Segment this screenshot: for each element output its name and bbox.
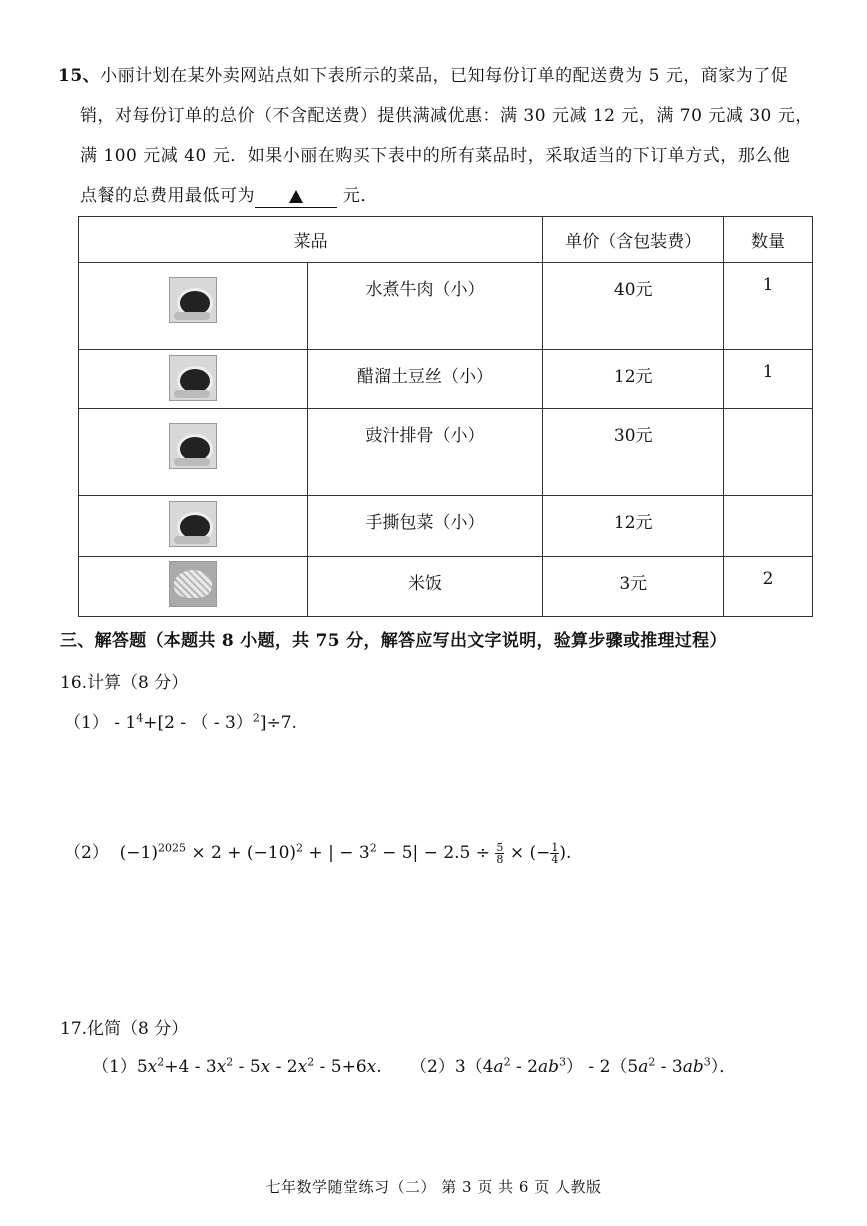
dish-image-cell (79, 557, 308, 617)
dish-qty (724, 409, 812, 421)
math-expression: $5x^2+4 - 3x^2 - 5x - 2x^2 - 5+6x$. (136, 1055, 382, 1077)
question-17-part-2 (410, 1052, 736, 1077)
dish-bowl-icon (169, 423, 217, 469)
math-expression: $(-1)^{2025} \times 2 + (-10)^2$ + | − $3^2 - 5| - 2.5$ ÷ $\frac{5}{8}$ × (− $\frac{1}{4}$ ). (114, 841, 572, 866)
q15-line-1: 小丽计划在某外卖网站点如下表所示的菜品，已知每份订单的配送费为 5 元，商家为了促 (100, 66, 789, 86)
dish-bowl-icon (169, 501, 217, 547)
question-17-title: 17.化简（8 分） (60, 1019, 189, 1039)
part-label: （2） (410, 1057, 455, 1077)
math-expression: $3(4a^2 - 2ab^3) - 2(5a^2 - 3ab^3)$． (454, 1055, 737, 1077)
dish-name: 米饭 (408, 574, 443, 594)
rice-icon (169, 561, 217, 607)
dish-image-cell (79, 496, 308, 557)
menu-table (78, 216, 813, 617)
table-row (79, 557, 813, 617)
dish-price: 3元 (619, 574, 648, 594)
table-row (79, 409, 813, 496)
part-label: （1） (92, 1057, 137, 1077)
dish-qty (724, 496, 812, 508)
header-dish: 菜品 (79, 217, 543, 263)
question-16-part-1 (64, 708, 297, 733)
question-15 (58, 56, 818, 216)
table-row (79, 263, 813, 350)
dish-name: 水煮牛肉（小） (365, 280, 485, 300)
dish-bowl-icon (169, 277, 217, 323)
part-label: （1） (64, 713, 109, 733)
dish-qty: 1 (762, 362, 774, 382)
dish-price: 12元 (613, 513, 653, 533)
question-number: 15、 (58, 66, 101, 86)
q15-line-4 (58, 176, 818, 216)
table-header-row (79, 217, 813, 263)
triangle-icon (289, 190, 303, 203)
table-row (79, 350, 813, 409)
dish-qty: 1 (762, 275, 774, 295)
dish-image-cell (79, 350, 308, 409)
dish-price: 30元 (613, 426, 653, 446)
dish-name: 豉汁排骨（小） (365, 426, 485, 446)
dish-image-cell (79, 263, 308, 350)
dish-bowl-icon (169, 355, 217, 401)
page-footer: 七年数学随堂练习（二） 第 3 页 共 6 页 人教版 (265, 1178, 602, 1196)
q15-line-3: 满 100 元减 40 元．如果小丽在购买下表中的所有菜品时，采取适当的下订单方式，那么他 (80, 146, 791, 166)
question-16-part-2 (64, 838, 571, 865)
table-row (79, 496, 813, 557)
q15-line-4-suffix: 元． (342, 186, 378, 206)
question-17-part-1 (92, 1052, 382, 1077)
header-qty: 数量 (724, 217, 813, 263)
dish-price: 12元 (613, 367, 653, 387)
part-label: （2） (64, 843, 109, 863)
answer-blank (255, 185, 337, 208)
question-16-title: 16.计算（8 分） (60, 673, 189, 693)
dish-price: 40元 (613, 280, 653, 300)
q15-line-4-prefix: 点餐的总费用最低可为 (80, 186, 255, 206)
header-price: 单价（含包装费） (543, 217, 724, 263)
dish-name: 醋溜土豆丝（小） (357, 367, 494, 387)
math-expression: - $1^4+[2$ - （ - 3）$^2$]÷7. (114, 711, 297, 733)
dish-image-cell (79, 409, 308, 496)
q15-line-2: 销，对每份订单的总价（不含配送费）提供满减优惠：满 30 元减 12 元，满 70 元减 30 元， (80, 106, 813, 126)
section-3-heading: 三、解答题（本题共 8 小题，共 75 分，解答应写出文字说明，验算步骤或推理过程） (60, 631, 727, 651)
dish-name: 手撕包菜（小） (365, 513, 485, 533)
dish-qty: 2 (762, 569, 774, 589)
